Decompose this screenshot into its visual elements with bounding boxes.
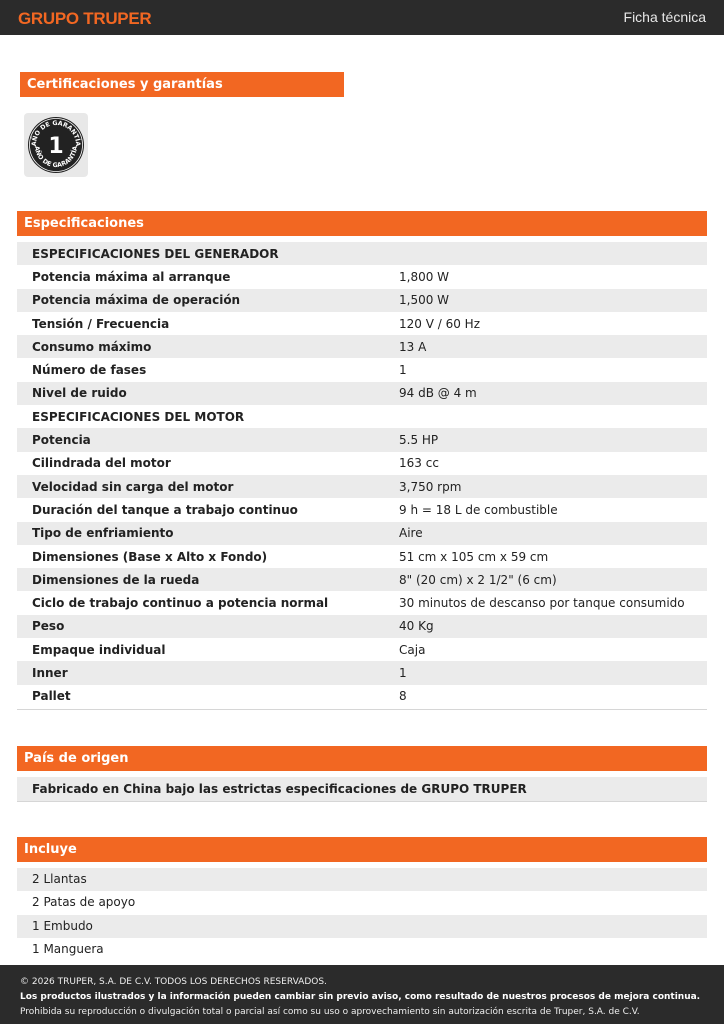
spec-label: ESPECIFICACIONES DEL GENERADOR: [17, 242, 384, 265]
spec-value: 120 V / 60 Hz: [384, 312, 707, 335]
spec-value: 40 Kg: [384, 615, 707, 638]
table-row: [17, 428, 707, 451]
table-divider: [17, 709, 707, 710]
badge-bottom-text: AÑO DE GARANTÍA: [32, 145, 80, 170]
spec-value: 8" (20 cm) x 2 1/2" (6 cm): [384, 568, 707, 591]
spec-value: Aire: [384, 522, 707, 545]
spec-value: 94 dB @ 4 m: [384, 382, 707, 405]
spec-value: 30 minutos de descanso por tanque consumido: [384, 591, 707, 614]
spec-label: Potencia máxima al arranque: [17, 265, 384, 288]
spec-value: 13 A: [384, 335, 707, 358]
table-row: [17, 405, 707, 428]
table-row: [17, 358, 707, 381]
section-title-certificaciones: Certificaciones y garantías: [20, 72, 344, 97]
list-item: 2 Llantas: [17, 868, 707, 891]
top-header: [0, 0, 724, 35]
table-row: [17, 638, 707, 661]
spec-label: Cilindrada del motor: [17, 452, 384, 475]
spec-label: Dimensiones (Base x Alto x Fondo): [17, 545, 384, 568]
table-row: [17, 242, 707, 265]
spec-value: 8: [384, 685, 707, 708]
spec-label: Duración del tanque a trabajo continuo: [17, 498, 384, 521]
table-row: [17, 475, 707, 498]
spec-label: Potencia máxima de operación: [17, 289, 384, 312]
table-row: [17, 265, 707, 288]
spec-value: [384, 242, 707, 265]
table-row: [17, 335, 707, 358]
table-row: [17, 498, 707, 521]
spec-value: 1: [384, 358, 707, 381]
section-title-especificaciones: Especificaciones: [17, 211, 707, 236]
table-row: [17, 289, 707, 312]
spec-label: Empaque individual: [17, 638, 384, 661]
section-title-origen: País de origen: [17, 746, 707, 771]
table-row: [17, 522, 707, 545]
warranty-badge-icon: [24, 113, 88, 177]
spec-label: Peso: [17, 615, 384, 638]
table-row: [17, 661, 707, 684]
spec-value: Caja: [384, 638, 707, 661]
spec-label: ESPECIFICACIONES DEL MOTOR: [17, 405, 384, 428]
list-item: 2 Patas de apoyo: [32, 895, 136, 910]
list-item: 1 Embudo: [17, 915, 707, 938]
spec-label: Número de fases: [17, 358, 384, 381]
table-row: [17, 591, 707, 614]
spec-value: 51 cm x 105 cm x 59 cm: [384, 545, 707, 568]
spec-value: [384, 405, 707, 428]
spec-value: 1: [384, 661, 707, 684]
spec-label: Pallet: [17, 685, 384, 708]
specifications-table: [17, 242, 707, 708]
section-title-incluye: Incluye: [17, 837, 707, 862]
table-row: [17, 452, 707, 475]
spec-label: Tensión / Frecuencia: [17, 312, 384, 335]
spec-label: Dimensiones de la rueda: [17, 568, 384, 591]
footer-legal: Prohibida su reproducción o divulgación total o parcial así como su uso o aprovechamiento sin autorización escrita de Truper, S.A. de C.V.: [20, 1007, 640, 1017]
spec-label: Tipo de enfriamiento: [17, 522, 384, 545]
spec-value: 163 cc: [384, 452, 707, 475]
spec-label: Inner: [17, 661, 384, 684]
list-item: 1 Manguera: [32, 941, 104, 956]
table-row: [17, 545, 707, 568]
origin-text: Fabricado en China bajo las estrictas especificaciones de GRUPO TRUPER: [17, 777, 707, 801]
footer-disclaimer: Los productos ilustrados y la información pueden cambiar sin previo aviso, como resultado de nuestros procesos de mejora continua.: [20, 992, 701, 1002]
badge-number: 1: [48, 134, 64, 159]
spec-label: Ciclo de trabajo continuo a potencia normal: [17, 591, 384, 614]
spec-value: 9 h = 18 L de combustible: [384, 498, 707, 521]
table-row: [17, 685, 707, 708]
spec-label: Nivel de ruido: [17, 382, 384, 405]
badge-top-text: AÑO DE GARANTÍA: [30, 119, 82, 147]
document-type-label: Ficha técnica: [623, 9, 706, 25]
brand-logo: GRUPO TRUPER: [18, 9, 152, 28]
footer: [0, 965, 724, 1024]
spec-label: Velocidad sin carga del motor: [17, 475, 384, 498]
spec-label: Potencia: [17, 428, 384, 451]
footer-copyright: © 2026 TRUPER, S.A. DE C.V. TODOS LOS DERECHOS RESERVADOS.: [20, 977, 327, 987]
spec-value: 1,500 W: [384, 289, 707, 312]
table-row: [17, 382, 707, 405]
spec-label: Consumo máximo: [17, 335, 384, 358]
table-row: [17, 312, 707, 335]
table-row: [17, 568, 707, 591]
origin-divider: [17, 801, 707, 802]
spec-value: 5.5 HP: [384, 428, 707, 451]
table-row: [17, 615, 707, 638]
spec-value: 3,750 rpm: [384, 475, 707, 498]
spec-value: 1,800 W: [384, 265, 707, 288]
